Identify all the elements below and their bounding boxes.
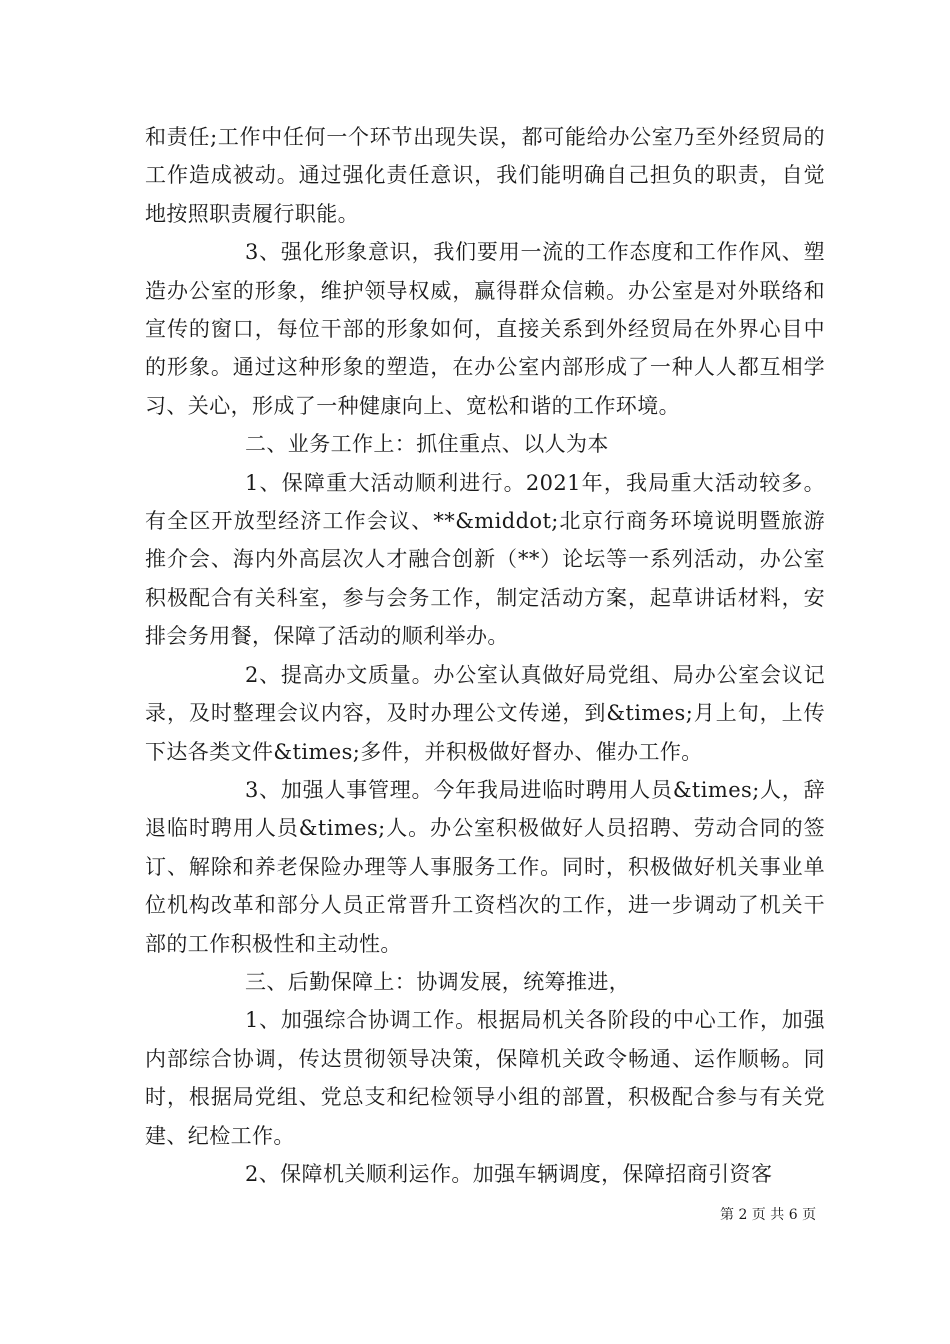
- document-body: [145, 118, 825, 1193]
- paragraph-8: 1、加强综合协调工作。根据局机关各阶段的中心工作，加强内部综合协调，传达贯彻领导决策，保障机关政令畅通、运作顺畅。同时，根据局党组、党总支和纪检领导小组的部置，积极配合参与有关党建、纪检工作。: [145, 1008, 825, 1148]
- paragraph-5: 2、提高办文质量。办公室认真做好局党组、局办公室会议记录，及时整理会议内容，及时办理公文传递，到&times;月上旬，上传下达各类文件&times;多件，并积极做好督办、催办工作。: [145, 662, 825, 764]
- paragraph-1: 和责任;工作中任何一个环节出现失误，都可能给办公室乃至外经贸局的工作造成被动。通过强化责任意识，我们能明确自己担负的职责，自觉地按照职责履行职能。: [145, 125, 825, 226]
- paragraph-4: 1、保障重大活动顺利进行。2021年，我局重大活动较多。有全区开放型经济工作会议、**&middot;北京行商务环境说明暨旅游推介会、海内外高层次人才融合创新（**）论坛等一系列活动，办公室积极配合有关科室，参与会务工作，制定活动方案，起草讲话材料，安排会务用餐，保障了活动的顺利举办。: [145, 470, 825, 649]
- section-heading-3: 三、后勤保障上：协调发展，统筹推进，: [245, 969, 631, 994]
- page-number: 第 2 页 共 6 页: [720, 1207, 817, 1223]
- section-heading-2: 二、业务工作上：抓住重点、以人为本: [245, 432, 609, 457]
- paragraph-2: 3、强化形象意识，我们要用一流的工作态度和工作作风、塑造办公室的形象，维护领导权威，赢得群众信赖。办公室是对外联络和宣传的窗口，每位干部的形象如何，直接关系到外经贸局在外界心目中的形象。通过这种形象的塑造，在办公室内部形成了一种人人都互相学习、关心，形成了一种健康向上、宽松和谐的工作环境。: [145, 240, 825, 418]
- paragraph-6: 3、加强人事管理。今年我局进临时聘用人员&times;人，辞退临时聘用人员&times;人。办公室积极做好人员招聘、劳动合同的签订、解除和养老保险办理等人事服务工作。同时，积极做好机关事业单位机构改革和部分人员正常晋升工资档次的工作，进一步调动了机关干部的工作积极性和主动性。: [145, 777, 825, 956]
- paragraph-9: 2、保障机关顺利运作。加强车辆调度，保障招商引资客: [245, 1161, 773, 1186]
